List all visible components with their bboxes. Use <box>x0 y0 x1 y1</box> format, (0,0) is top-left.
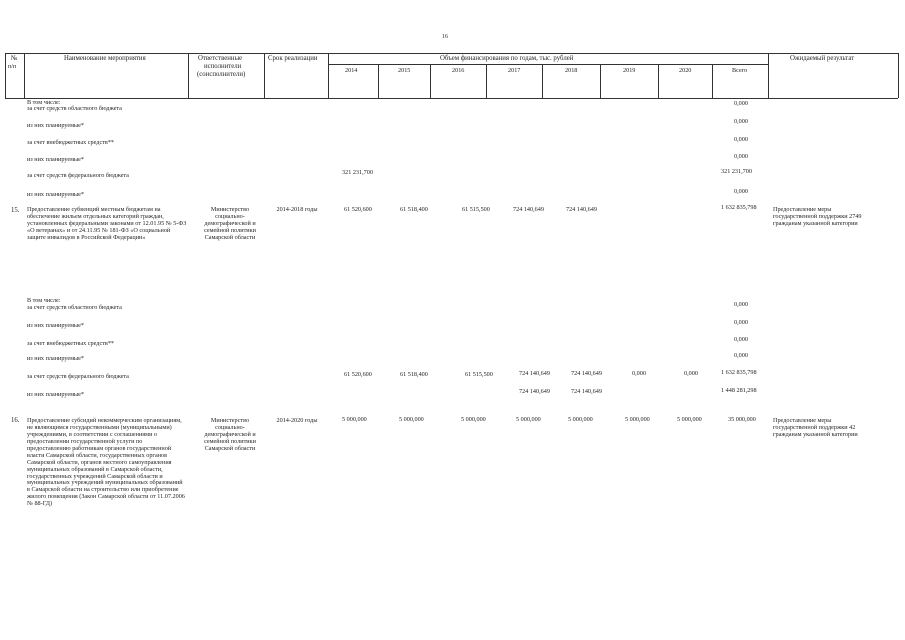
header-divider <box>328 53 329 98</box>
total-cell: 0,000 <box>734 153 748 160</box>
value-cell: 5 000,000 <box>399 416 424 423</box>
total-cell: 0,000 <box>734 188 748 195</box>
breakdown-label: за счет средств областного бюджета <box>27 304 122 311</box>
total-cell: 321 231,700 <box>721 168 752 175</box>
page-number: 16 <box>442 34 448 40</box>
header-divider <box>378 64 379 98</box>
value-cell: 5 000,000 <box>625 416 650 423</box>
value-cell: 5 000,000 <box>677 416 702 423</box>
value-cell: 61 515,500 <box>465 371 493 378</box>
value-cell: 724 140,649 <box>571 370 602 377</box>
header-divider <box>542 64 543 98</box>
year-header: 2016 <box>452 67 465 74</box>
col-responsible: Ответственные <box>198 55 243 62</box>
value-cell: 321 231,700 <box>342 169 373 176</box>
value-cell: 724 140,649 <box>513 206 544 213</box>
col-no: № <box>11 55 18 62</box>
value-cell: 61 518,400 <box>400 371 428 378</box>
header-divider <box>600 64 601 98</box>
year-header: 2020 <box>679 67 692 74</box>
year-header: Всего <box>732 67 748 74</box>
value-cell: 5 000,000 <box>568 416 593 423</box>
breakdown-label: из них планируемые* <box>27 191 85 198</box>
header-top-line <box>5 53 898 54</box>
implementation-term: 2014-2018 годы <box>276 206 318 213</box>
total-cell: 1 632 835,798 <box>721 204 757 211</box>
total-cell: 1 632 835,798 <box>721 369 757 376</box>
header-bottom-line <box>5 98 898 99</box>
breakdown-label: за счет внебюджетных средств** <box>27 139 115 146</box>
expected-result: Предоставление меры государственной поддержки 2749 гражданам указанной категории <box>773 206 862 227</box>
year-header: 2014 <box>345 67 358 74</box>
value-cell: 5 000,000 <box>342 416 367 423</box>
total-cell: 0,000 <box>734 118 748 125</box>
header-finance-line <box>328 64 768 65</box>
value-cell: 0,000 <box>684 370 698 377</box>
breakdown-label: за счет средств областного бюджета <box>27 105 122 112</box>
col-name: Наименование мероприятия <box>64 55 146 62</box>
header-divider <box>658 64 659 98</box>
value-cell: 724 140,649 <box>519 370 550 377</box>
value-cell: 724 140,649 <box>519 388 550 395</box>
total-cell: 35 000,000 <box>728 416 756 423</box>
activity-name: Предоставление субвенций местным бюджетам на обеспечение жильем отдельных категорий граждан, установленных федеральными законами от 12.01.95 № 5-ФЗ «О ветеранах» и от 24.11.95 № 181-ФЗ «О социальной защите инвалидов в Российской Федерации» <box>27 206 187 241</box>
year-header: 2015 <box>398 67 411 74</box>
value-cell: 61 515,500 <box>462 206 490 213</box>
header-divider <box>24 53 25 98</box>
total-cell: 0,000 <box>734 336 748 343</box>
activity-name: Предоставление субсидий некоммерческим организациям, не являющимся государственными (муниципальными) учреждениями, в соответствии с соглашениями о предоставлении государственной услуги по предоставлению работникам органов государственной власти Самарской области, государственных органов Самарской области, органов местного самоуправления муниципальных образований в Самарской области, государственных учреждений Самарской области и муниципальных учреждений муниципальных образований в Самарской области на строительство или приобретение жилого помещения (Закон Самарской области от 11.07.2006 № 88-ГД) <box>27 417 185 508</box>
responsible-executor: Министерство социально-демографической и семейной политики Самарской области <box>204 206 256 241</box>
breakdown-label: В том числе: <box>27 297 61 304</box>
header-divider <box>188 53 189 98</box>
breakdown-label: В том числе: <box>27 99 61 106</box>
implementation-term: 2014-2020 годы <box>276 417 318 424</box>
responsible-executor: Министерство социально-демографической и семейной политики Самарской области <box>204 417 256 452</box>
col-responsible: исполнители <box>204 63 242 70</box>
year-header: 2018 <box>565 67 578 74</box>
col-term: Срок реализации <box>268 55 318 62</box>
col-pp: п/п <box>8 63 17 70</box>
breakdown-label: за счет внебюджетных средств** <box>27 340 115 347</box>
header-divider <box>486 64 487 98</box>
breakdown-label: за счет средств федерального бюджета <box>27 172 129 179</box>
breakdown-label: из них планируемые* <box>27 391 85 398</box>
total-cell: 0,000 <box>734 352 748 359</box>
expected-result: Предоставление меры государственной поддержки 42 гражданам указанной категории <box>773 417 858 438</box>
header-divider <box>430 64 431 98</box>
header-divider <box>264 53 265 98</box>
header-divider <box>5 53 6 98</box>
col-finance: Объем финансирования по годам, тыс. рублей <box>440 55 574 62</box>
header-divider <box>898 53 899 98</box>
value-cell: 5 000,000 <box>516 416 541 423</box>
year-header: 2019 <box>623 67 636 74</box>
value-cell: 724 140,649 <box>566 206 597 213</box>
breakdown-label: за счет средств федерального бюджета <box>27 373 129 380</box>
year-header: 2017 <box>508 67 521 74</box>
total-cell: 0,000 <box>734 319 748 326</box>
value-cell: 0,000 <box>632 370 646 377</box>
value-cell: 61 518,400 <box>400 206 428 213</box>
header-divider <box>768 53 769 98</box>
col-responsible: (соисполнители) <box>197 71 246 78</box>
breakdown-label: из них планируемые* <box>27 122 85 129</box>
value-cell: 724 140,649 <box>571 388 602 395</box>
row-number: 15. <box>11 207 20 214</box>
total-cell: 0,000 <box>734 100 748 107</box>
value-cell: 5 000,000 <box>461 416 486 423</box>
value-cell: 61 520,600 <box>344 206 372 213</box>
col-result: Ожидаемый результат <box>790 55 855 62</box>
total-cell: 0,000 <box>734 301 748 308</box>
breakdown-label: из них планируемые* <box>27 156 85 163</box>
header-divider <box>712 64 713 98</box>
breakdown-label: из них планируемые* <box>27 322 85 329</box>
total-cell: 1 448 281,298 <box>721 387 757 394</box>
row-number: 16. <box>11 417 20 424</box>
total-cell: 0,000 <box>734 136 748 143</box>
breakdown-label: из них планируемые* <box>27 355 85 362</box>
value-cell: 61 520,600 <box>344 371 372 378</box>
